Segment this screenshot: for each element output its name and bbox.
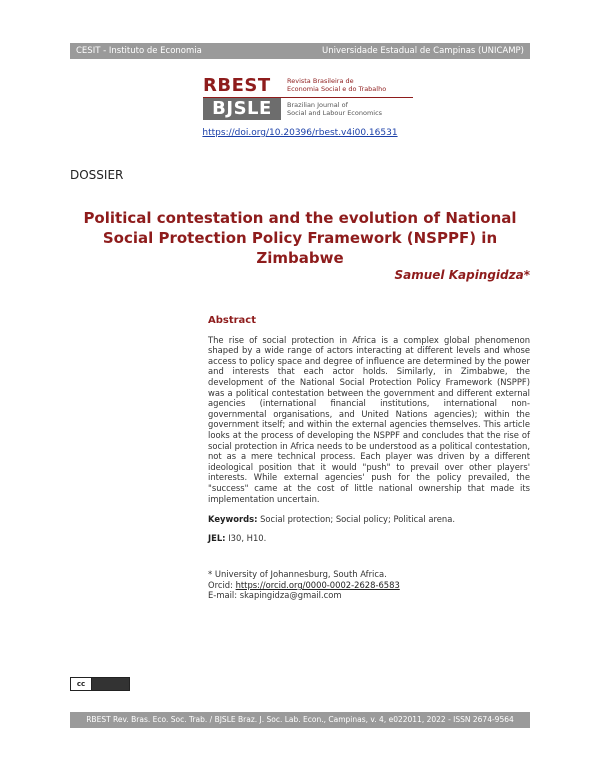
jel-value: I30, H10. bbox=[228, 532, 267, 543]
keywords-value: Social protection; Social policy; Political arena. bbox=[260, 514, 456, 525]
article-author: Samuel Kapingidza* bbox=[394, 268, 530, 282]
logo-rbest-subtitle: Revista Brasileira de Economia Social e do Trabalho bbox=[287, 77, 387, 93]
cc-by-icon bbox=[92, 678, 129, 690]
footer-bar: RBEST Rev. Bras. Eco. Soc. Trab. / BJSLE Braz. J. Soc. Lab. Econ., Campinas, v. 4, e022011, 2022 - ISSN 2674-9564 bbox=[70, 712, 530, 728]
abstract-heading: Abstract bbox=[208, 315, 257, 326]
logo-bjsle-subtitle: Brazilian Journal of Social and Labour Economics bbox=[287, 101, 383, 117]
logo-divider bbox=[203, 97, 413, 98]
header-bar bbox=[70, 43, 530, 59]
doi-link[interactable]: https://doi.org/10.20396/rbest.v4i00.16531 bbox=[202, 128, 398, 138]
abstract-text: The rise of social protection in Africa is a complex global phenomenon shaped by a wide range of actors interacting at different levels and whose access to policy space and degree of influence are determined by the power and interests that each actor holds. Similarly, in Zimbabwe, the development of the National Social Protection Policy Framework (NSPPF) was a political contestation between the government and different external agencies (international financial institutions, international non-governmental organisations, and United Nations agencies); within the government itself; and within the external agencies themselves. This article looks at the process of developing the NSPPF and concludes that the rise of social protection in Africa needs to be understood as a political contestation, not as a mere technical process. Each player was driven by a different ideological position that it would "push" to prevail over other players' interests. While external agencies' push for the policy prevailed, the "success" came at the cost of little national ownership that made its implementation uncertain. bbox=[208, 334, 530, 504]
section-label: DOSSIER bbox=[70, 168, 124, 182]
logo-bjsle: BJSLE bbox=[203, 98, 281, 120]
cc-icon: cc bbox=[71, 678, 92, 690]
keywords-label: Keywords: bbox=[208, 514, 258, 525]
journal-logo bbox=[203, 73, 413, 121]
orcid-line: Orcid: https://orcid.org/0000-0002-2628-6583 bbox=[208, 579, 400, 590]
keywords-line bbox=[208, 514, 530, 525]
article-title: Political contestation and the evolution of National Social Protection Policy Framework (NSPPF) in Zimbabwe bbox=[83, 209, 517, 267]
abstract-block bbox=[208, 316, 530, 601]
orcid-link[interactable]: https://orcid.org/0000-0002-2628-6583 bbox=[235, 579, 400, 590]
jel-line bbox=[208, 533, 530, 544]
header-left: CESIT - Instituto de Economia bbox=[76, 46, 202, 56]
cc-license-badge[interactable] bbox=[70, 677, 130, 691]
email: E-mail: skapingidza@gmail.com bbox=[208, 590, 342, 601]
doi-line bbox=[0, 128, 600, 138]
author-footnote bbox=[208, 569, 530, 601]
jel-label: JEL: bbox=[208, 532, 226, 543]
header-right: Universidade Estadual de Campinas (UNICAMP) bbox=[321, 46, 524, 56]
affiliation: * University of Johannesburg, South Africa. bbox=[208, 569, 387, 580]
logo-rbest: RBEST bbox=[203, 74, 271, 96]
